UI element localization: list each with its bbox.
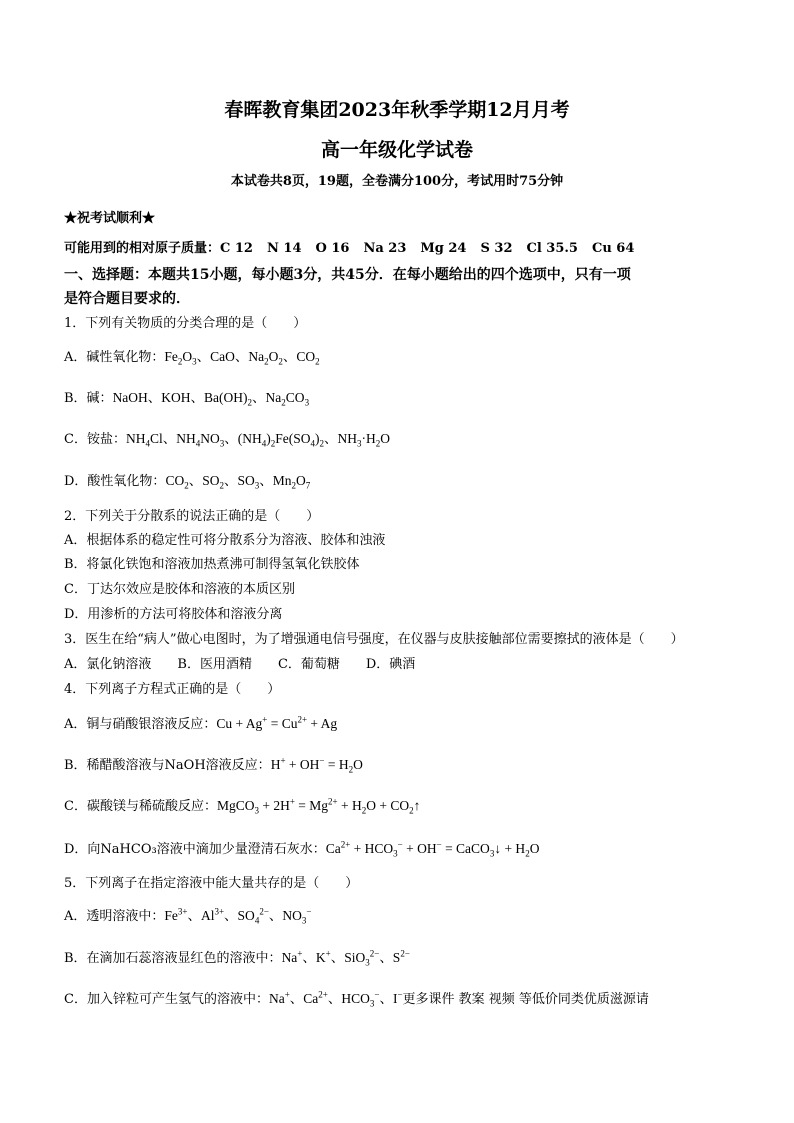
- good-luck-line: ★祝考试顺利★: [64, 211, 156, 226]
- option-ions: Na+、K+、SiO$_3^{2-}$、$S^{2-}$: [281, 948, 410, 968]
- option-ions: Na+、$Ca^{2+}$、$HCO_3^-$、I−: [268, 989, 403, 1009]
- question-1-option-d: [64, 473, 310, 490]
- question-2-option-d: D．用渗析的方法可将胶体和溶液分离: [64, 607, 283, 622]
- promo-text: 更多课件 教案 视频 等低价同类优质滋源请: [402, 992, 649, 1007]
- exam-info: 本试卷共8页，19题，全卷满分100分，考试用时75分钟: [230, 174, 564, 189]
- option-label: A．碱性氧化物：: [64, 350, 165, 365]
- atomic-mass-item: Cl 35.5: [526, 241, 578, 256]
- option-equation: $Cu + Ag^+ = Cu^{2+} + Ag$: [216, 714, 338, 731]
- question-2-option-a: A．根据体系的稳定性可将分散系分为溶液、胶体和浊液: [64, 533, 386, 548]
- atomic-mass-item: Cu 64: [591, 241, 635, 256]
- question-1-option-c: [64, 431, 390, 448]
- question-3-stem: 3．医生在给“病人”做心电图时，为了增强通电信号强度，在仪器与皮肤接触部位需要擦拭的液体是（ ）: [64, 632, 684, 647]
- question-2-option-b: B．将氯化铁饱和溶液加热煮沸可制得氢氧化铁胶体: [64, 557, 360, 572]
- option-label: C．加入锌粒可产生氢气的溶液中：: [64, 992, 269, 1007]
- option-label: D．酸性氧化物：: [64, 474, 166, 489]
- option-label: C．铵盐：: [64, 432, 126, 447]
- option-label: A．铜与硝酸银溶液反应：: [64, 717, 217, 732]
- option-label: B．碱：: [64, 391, 113, 406]
- atomic-mass-item: N 14: [266, 241, 302, 256]
- question-3-options: A．氯化钠溶液 B．医用酒精 C．葡萄糖 D．碘酒: [64, 657, 416, 672]
- option-formula: $CO_2$、$SO_2$、$SO_3$、$Mn_2O_7$: [165, 473, 311, 491]
- question-1-option-b: [64, 390, 309, 407]
- atomic-mass-values: [220, 241, 648, 256]
- atomic-mass-line: [64, 241, 648, 257]
- option-label: C．碳酸镁与稀硫酸反应：: [64, 799, 217, 814]
- question-4-option-d: [64, 841, 539, 858]
- atomic-mass-item: S 32: [480, 241, 513, 256]
- question-4-option-b: [64, 757, 363, 774]
- option-ions: $Fe^{3+}$、$Al^{3+}$、$SO_4^{2-}$、$NO_3^-$: [164, 906, 312, 926]
- exam-subtitle: 高一年级化学试卷: [320, 139, 473, 161]
- question-2-stem: 2．下列关于分散系的说法正确的是（ ）: [64, 509, 320, 524]
- option-formula: NaOH、KOH、$Ba(OH)_2$、$Na_2CO_3$: [112, 390, 310, 408]
- option-label: B．在滴加石蕊溶液显红色的溶液中：: [64, 951, 282, 966]
- option-label: D．向NaHCO₃溶液中滴加少量澄清石灰水：: [64, 842, 326, 857]
- question-5-option-a: [64, 908, 311, 925]
- atomic-mass-item: Mg 24: [420, 241, 467, 256]
- question-1-option-a: [64, 349, 320, 366]
- question-5-option-c: [64, 991, 649, 1008]
- option-formula: $Fe_2O_3$、CaO、$Na_2O_2$、$CO_2$: [164, 349, 320, 367]
- question-2-option-c: C．丁达尔效应是胶体和溶液的本质区别: [64, 582, 295, 597]
- question-5-stem: 5．下列离子在指定溶液中能大量共存的是（ ）: [64, 876, 359, 891]
- section-heading-cont: 是符合题目要求的．: [64, 291, 190, 307]
- question-5-option-b: [64, 950, 410, 967]
- atomic-mass-item: Na 23: [363, 241, 407, 256]
- option-formula: $NH_4Cl$、$NH_4NO_3$、$(NH_4)_2Fe(SO_4)_2$、$NH_3\cdot H_2O$: [125, 431, 390, 449]
- option-equation: MgCO$_3$ + $2H^+ = Mg^{2+} + H_2O$ + $CO_2↑$: [216, 796, 421, 816]
- option-label: A．透明溶液中：: [64, 909, 165, 924]
- question-4-option-c: [64, 798, 420, 815]
- option-equation: $H^+ + OH^- = H_2O$: [270, 755, 363, 775]
- atomic-mass-label: 可能用到的相对原子质量：: [64, 241, 221, 256]
- option-equation: $Ca^{2+} + HCO_3^- + OH^-$ = CaCO$_3$↓ + $H_2O$: [325, 839, 540, 859]
- question-1-stem: 1．下列有关物质的分类合理的是（ ）: [64, 316, 307, 331]
- section-heading: 一、选择题：本题共15小题，每小题3分，共45分．在每小题给出的四个选项中，只有一项: [64, 267, 631, 283]
- option-label: B．稀醋酸溶液与NaOH溶液反应：: [64, 758, 271, 773]
- question-4-option-a: [64, 716, 337, 733]
- exam-title: 春晖教育集团2023年秋季学期12月月考: [224, 99, 570, 121]
- question-4-stem: 4．下列离子方程式正确的是（ ）: [64, 682, 281, 697]
- atomic-mass-item: C 12: [220, 241, 253, 256]
- atomic-mass-item: O 16: [315, 241, 350, 256]
